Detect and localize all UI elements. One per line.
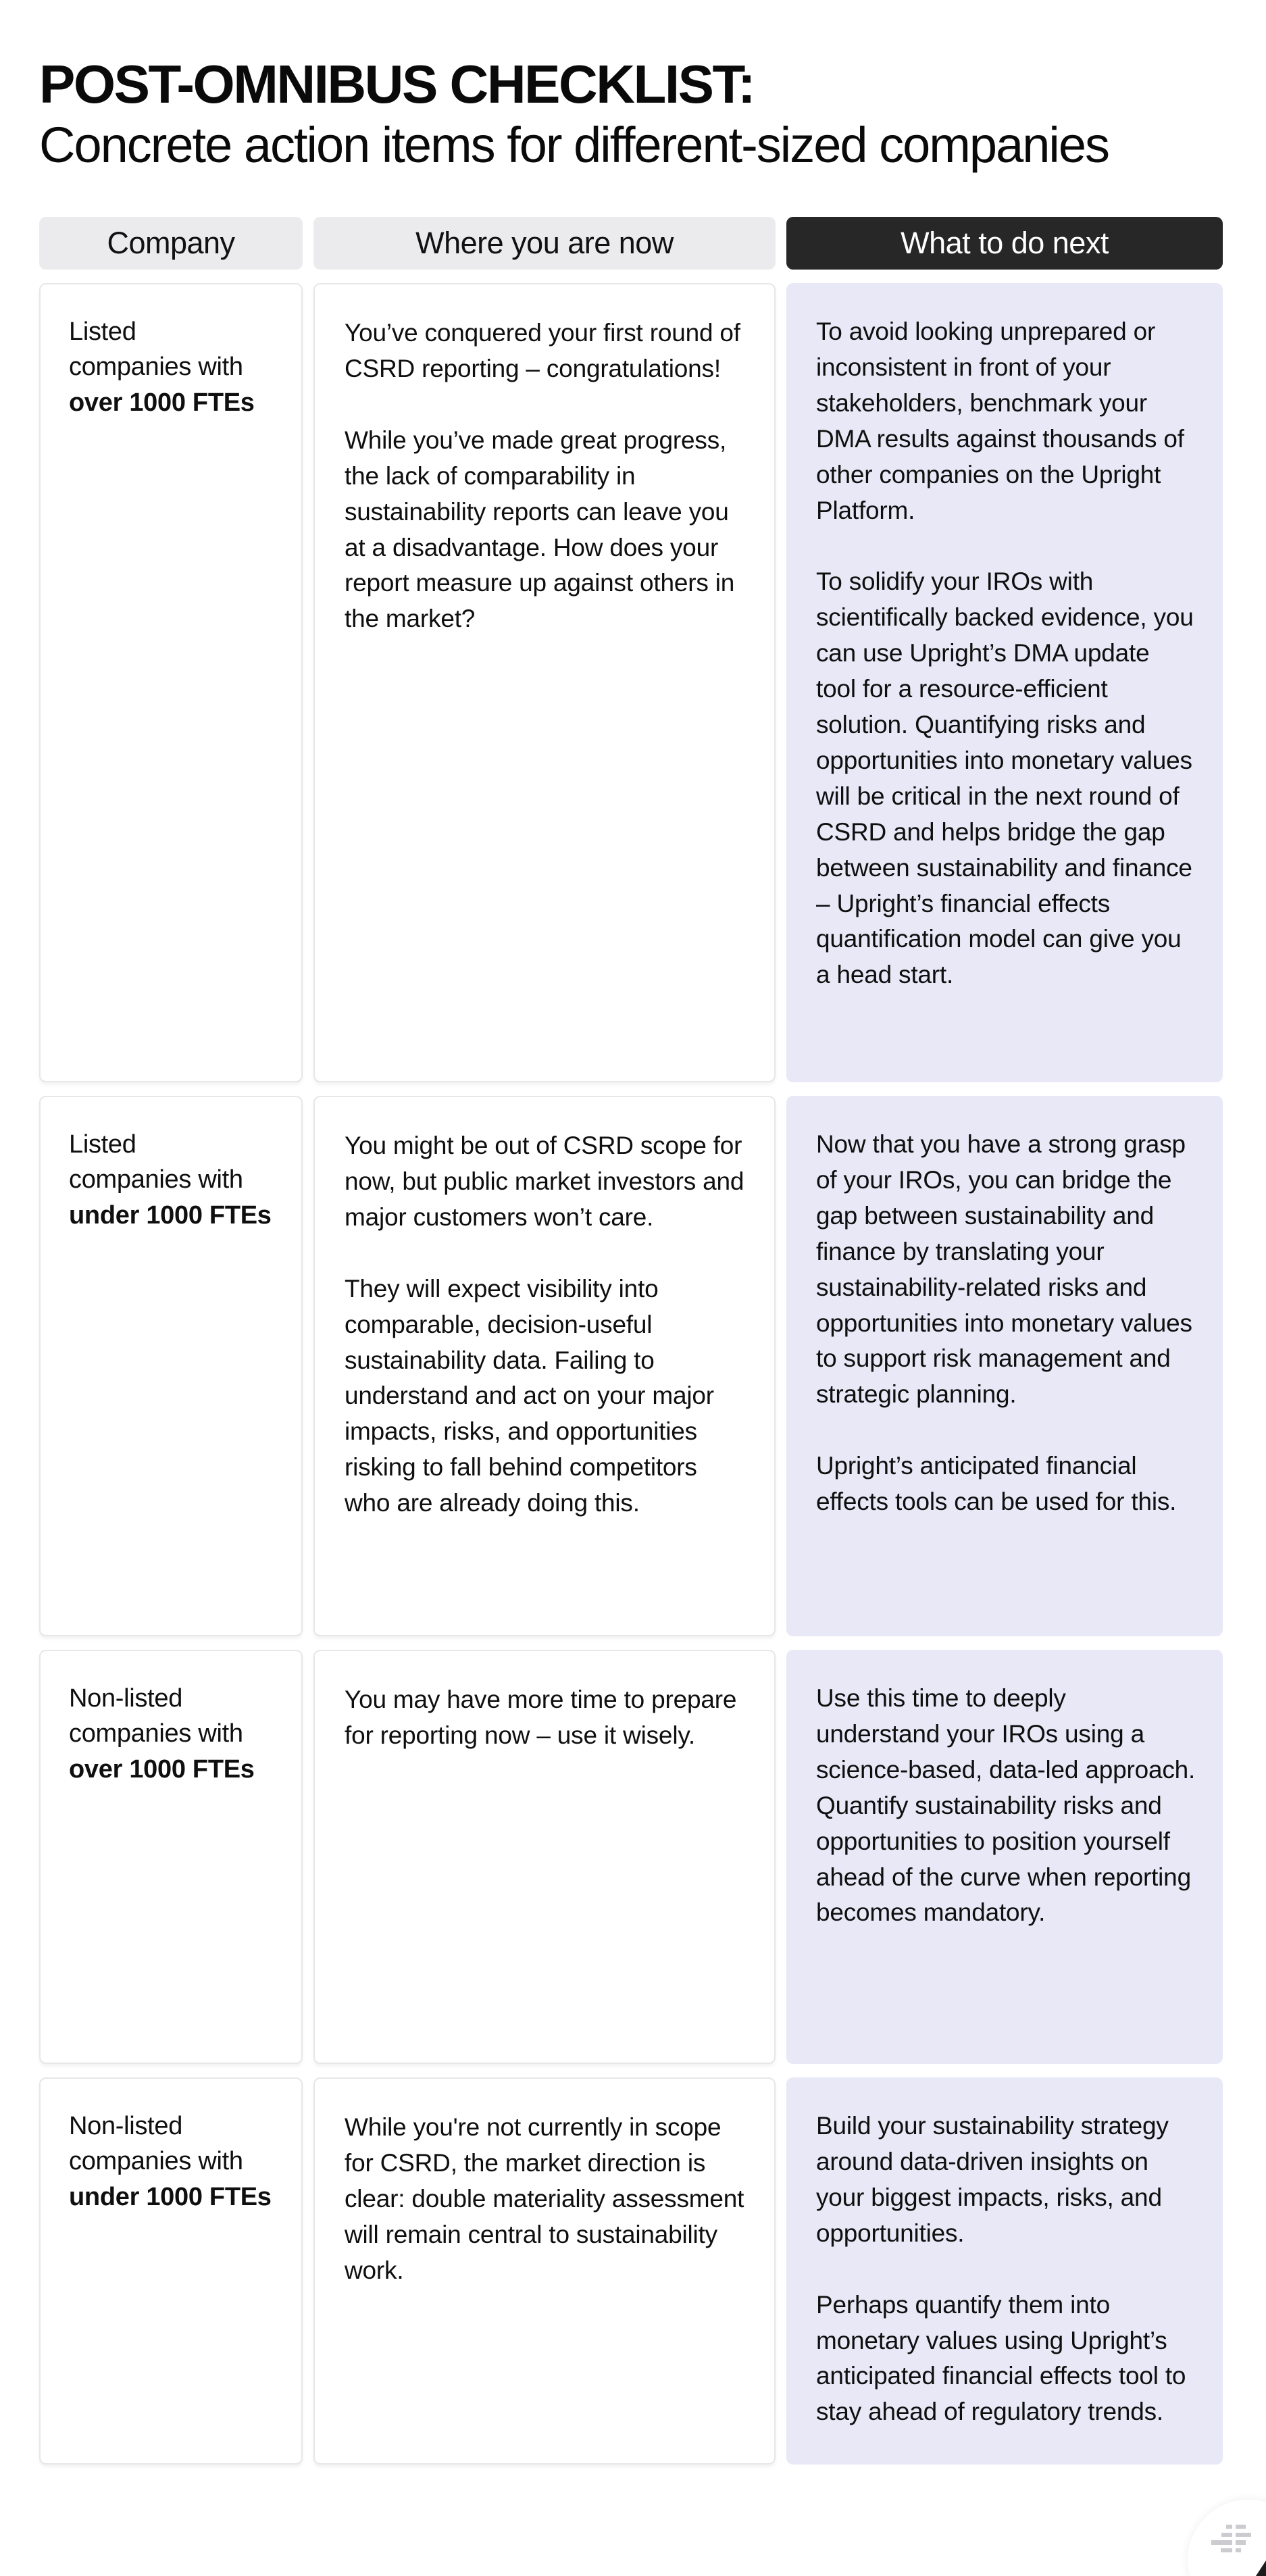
table-row-1-next-cell: [786, 283, 1223, 1082]
logo-bar: [1221, 2548, 1232, 2552]
upright-logo-icon: [1203, 2525, 1252, 2554]
paragraph: Perhaps quantify them into monetary values using Upright’s anticipated financial effects tool to stay ahead of regulatory trends.: [816, 2290, 1186, 2426]
company-line: companies with: [69, 1719, 243, 1748]
paragraph: To avoid looking unprepared or inconsistent in front of your stakeholders, benchmark your DMA results against thousands of other companies on the Upright Platform.: [816, 317, 1184, 524]
logo-bar: [1236, 2540, 1246, 2544]
paragraph: Build your sustainability strategy around data-driven insights on your biggest impacts, risks, and opportunities.: [816, 2111, 1169, 2247]
paragraph: You’ve conquered your first round of CSRD reporting – congratulations!: [345, 318, 740, 382]
company-size-bold: under 1000 FTEs: [69, 2182, 272, 2211]
table-row-3-now-cell: [313, 1650, 776, 2064]
paragraph: Now that you have a strong grasp of your IROs, you can bridge the gap between sustainability and finance by translating your sustainability-related risks and opportunities into monetary values to support risk management and strategic planning.: [816, 1130, 1192, 1409]
column-header-where-you-are-now: Where you are now: [313, 217, 776, 270]
company-size-bold: over 1000 FTEs: [69, 1754, 255, 1784]
table-row-4-company-cell: [39, 2077, 303, 2465]
paragraph: While you're not currently in scope for CSRD, the market direction is clear: double materiality assessment will remain central to sustainability work.: [345, 2113, 744, 2284]
paragraph: While you’ve made great progress, the lack of comparability in sustainability reports can leave you at a disadvantage. How does your report measure up against others in the market?: [345, 426, 735, 633]
paragraph: Use this time to deeply understand your IROs using a science-based, data-led approach. Quantify sustainability risks and opportunities to position yourself ahead of the curve when reporting becomes mandatory.: [816, 1684, 1196, 1927]
table-row-1-company-cell: [39, 283, 303, 1082]
table-row-2-next-cell: [786, 1096, 1223, 1636]
logo-bar: [1226, 2525, 1232, 2529]
table-row-3-next-cell: [786, 1650, 1223, 2064]
table-row-2-now-cell: [313, 1096, 776, 1636]
table-row-2-company-cell: [39, 1096, 303, 1636]
company-line: Listed: [69, 1130, 136, 1159]
checklist-table: [39, 217, 1227, 2465]
paragraph: Upright’s anticipated financial effects tools can be used for this.: [816, 1452, 1177, 1516]
company-size-bold: over 1000 FTEs: [69, 388, 255, 417]
company-line: companies with: [69, 1165, 243, 1194]
logo-bar: [1211, 2540, 1232, 2544]
company-line: Listed: [69, 317, 136, 346]
table-row-4-next-cell: [786, 2077, 1223, 2465]
company-line: companies with: [69, 2147, 243, 2176]
logo-bar: [1236, 2525, 1246, 2529]
company-line: Non-listed: [69, 2111, 183, 2140]
table-row-1-now-cell: [313, 283, 776, 1082]
page-title: POST-OMNIBUS CHECKLIST:: [39, 54, 755, 114]
paragraph: You might be out of CSRD scope for now, but public market investors and major customers won’t care.: [345, 1131, 744, 1231]
logo-bar: [1236, 2533, 1251, 2537]
company-line: Non-listed: [69, 1684, 183, 1713]
table-row-4-now-cell: [313, 2077, 776, 2465]
logo-bar: [1236, 2548, 1241, 2552]
header-block: [0, 0, 1266, 172]
company-line: companies with: [69, 353, 243, 382]
paragraph: They will expect visibility into comparable, decision-useful sustainability data. Failing to understand and act on your major impacts, risks, and opportunities risking to fall behind competitors who are already doing this.: [345, 1274, 714, 1517]
paragraph: To solidify your IROs with scientifically backed evidence, you can use Upright’s DMA update tool for a resource-efficient solution. Quantifying risks and opportunities into monetary values will be critical in the next round of CSRD and helps bridge the gap between sustainability and finance – Upright’s financial effects quantification model can give you a head start.: [816, 567, 1194, 989]
table-row-3-company-cell: [39, 1650, 303, 2064]
column-header-what-to-do-next: What to do next: [786, 217, 1223, 270]
company-size-bold: under 1000 FTEs: [69, 1201, 272, 1230]
column-header-company: Company: [39, 217, 303, 270]
logo-bar: [1221, 2533, 1232, 2537]
paragraph: You may have more time to prepare for reporting now – use it wisely.: [345, 1685, 737, 1749]
page-subtitle: Concrete action items for different-sized companies: [39, 116, 1109, 173]
